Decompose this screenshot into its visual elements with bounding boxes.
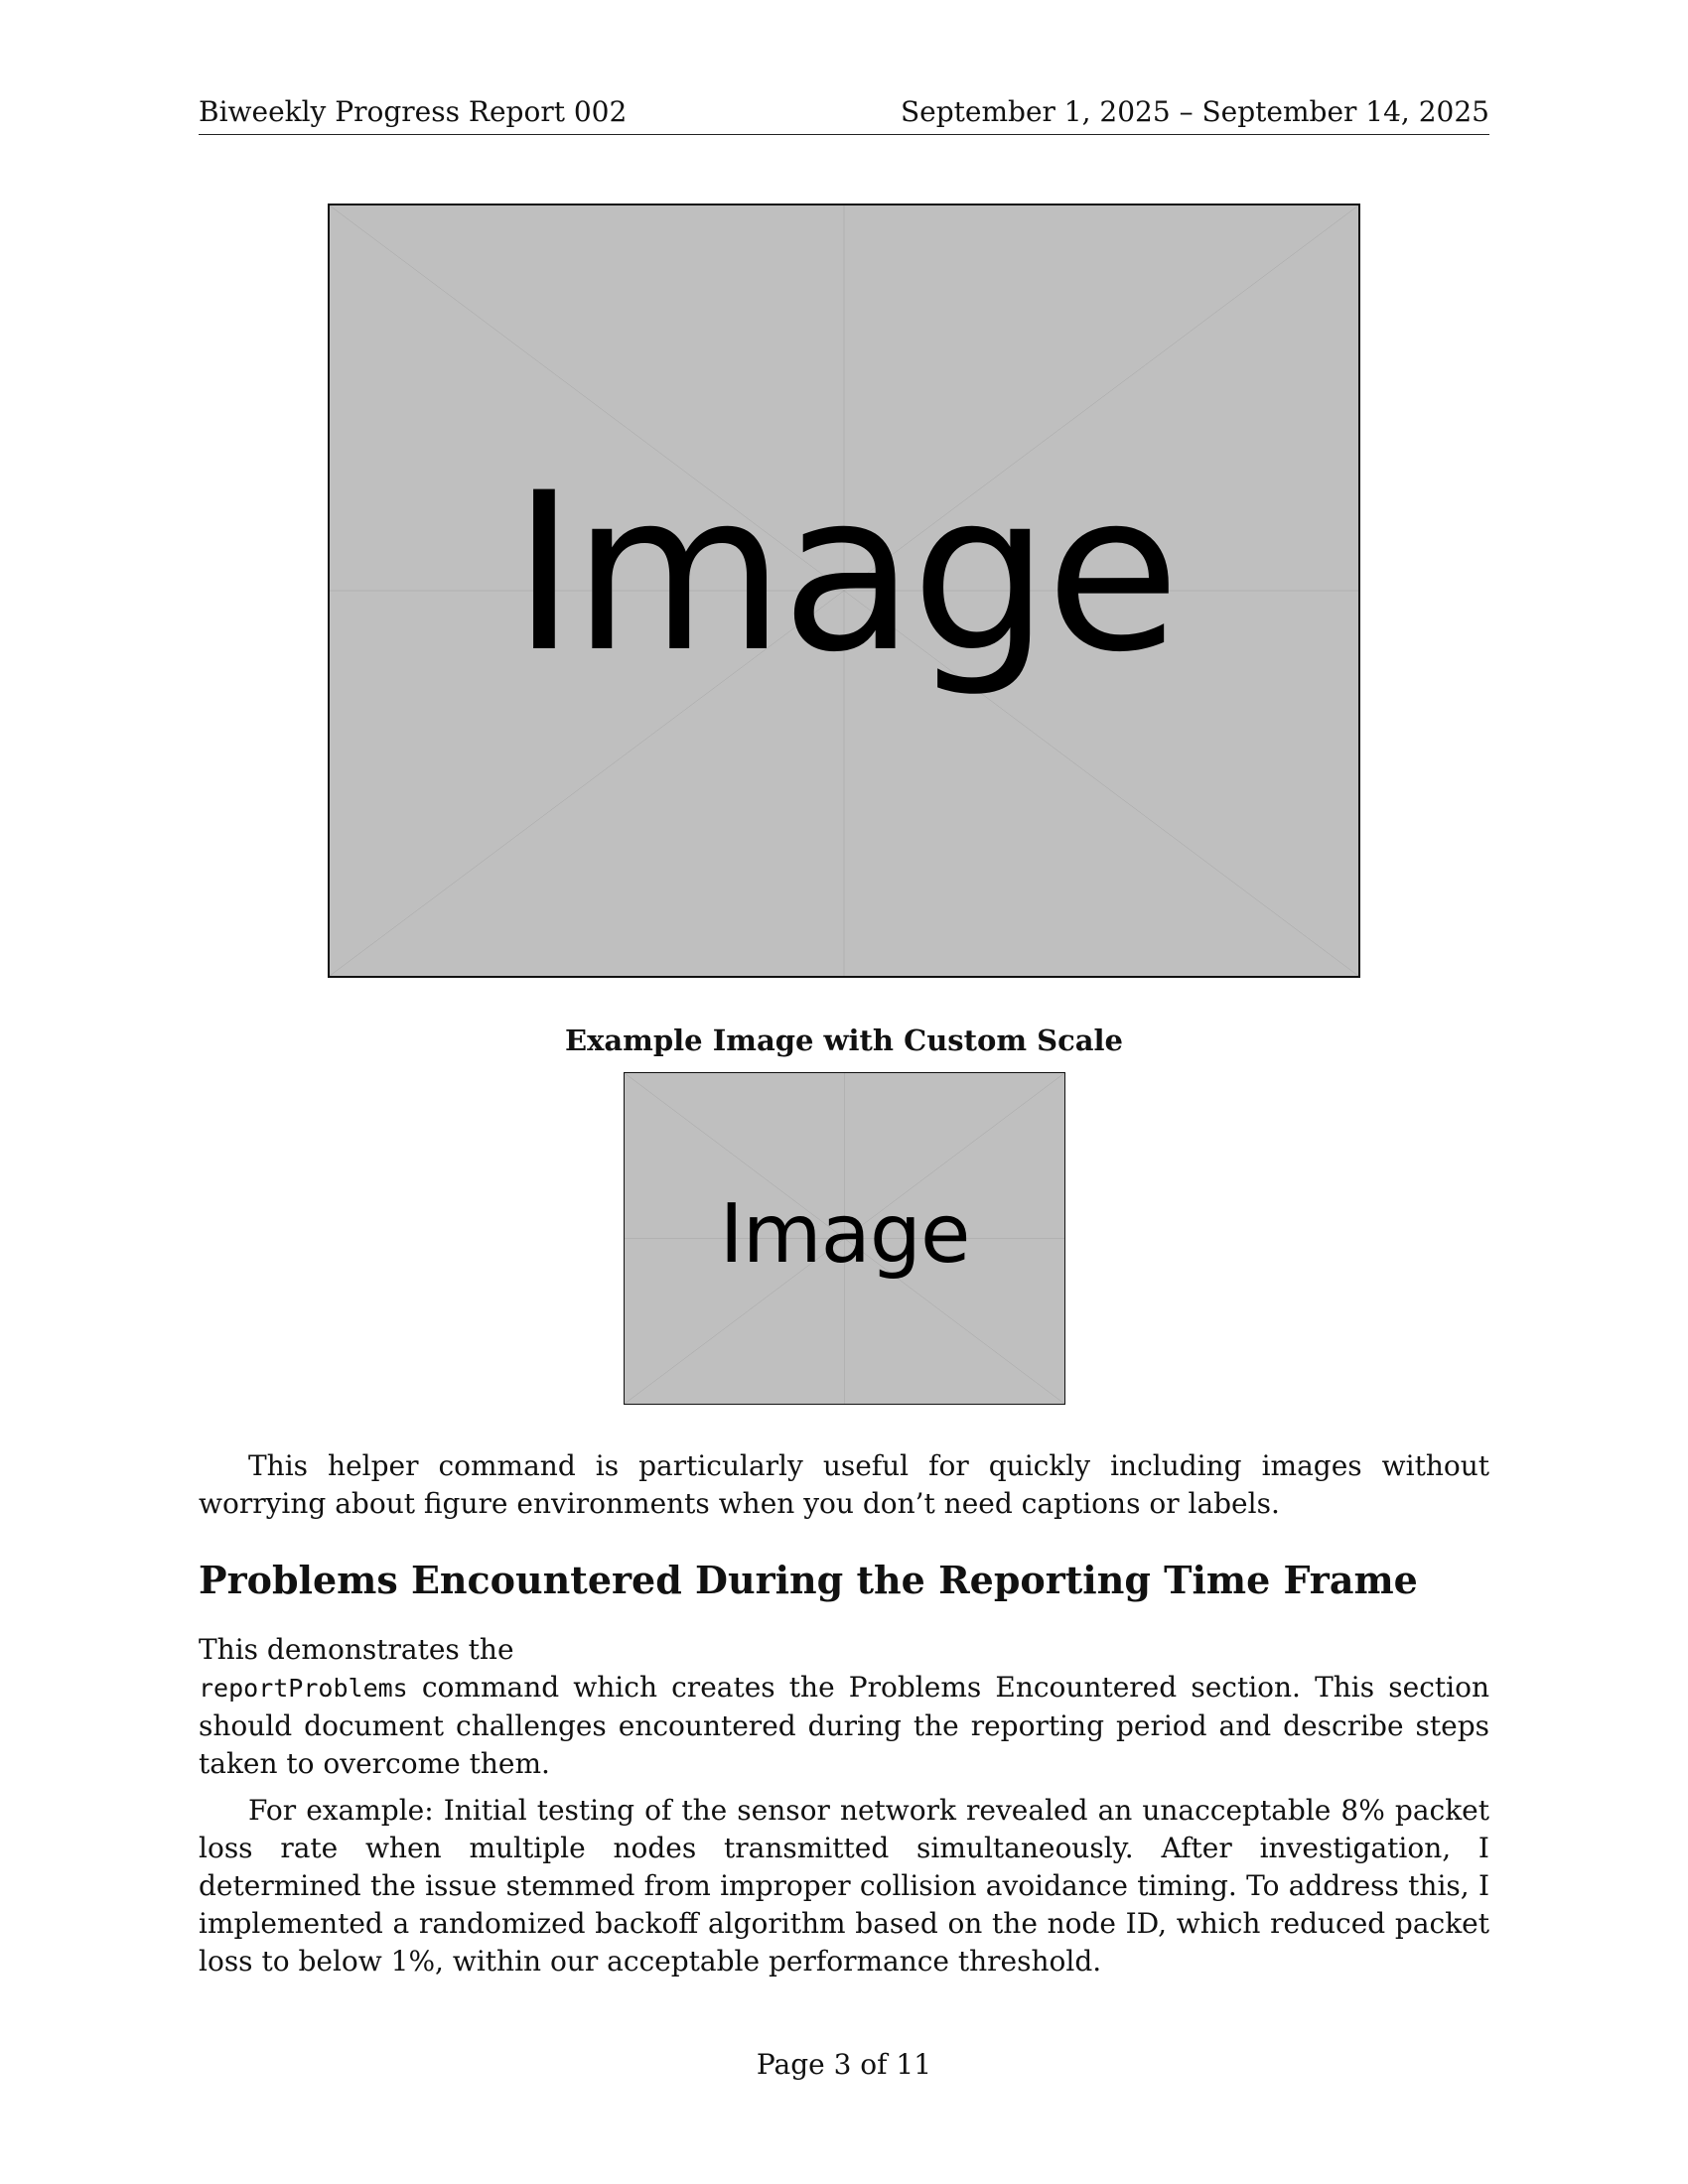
image-placeholder-label: Image [511,446,1177,700]
command-name: reportProblems [199,1674,408,1703]
paragraph-example: For example: Initial testing of the sensor network revealed an unacceptable 8% packet loss rate when multiple nodes transmitted simultaneously. After investigation, I determined the issue stemmed from improper collision avoidance timing. To address this, I implemented a randomized backoff algorithm based on the node ID, which reduced packet loss to below 1%, within our acceptable performance threshold. [199,1794,1489,1978]
image-placeholder-large [328,204,1360,978]
page-number: Page 3 of 11 [756,2048,932,2081]
running-header [199,95,1489,135]
intro-text-before: This demonstrates the [199,1633,514,1666]
report-title: Biweekly Progress Report 002 [199,95,628,128]
image-placeholder-small [624,1072,1065,1405]
intro-text-after: command which creates the Problems Encountered section. This section should document challenges encountered during the reporting period and describe steps taken to overcome them. [199,1671,1489,1780]
image-placeholder-label: Image [719,1187,970,1282]
paragraph-section-intro [199,1631,1489,1783]
figure-caption: Example Image with Custom Scale [564,1024,1123,1057]
section-heading: Problems Encountered During the Reporting Time Frame [199,1558,1418,1602]
paragraph-helper-command: This helper command is particularly useful for quickly including images without worrying about figure environments when you don’t need captions or labels. [199,1449,1489,1520]
report-date-range: September 1, 2025 – September 14, 2025 [900,95,1489,128]
